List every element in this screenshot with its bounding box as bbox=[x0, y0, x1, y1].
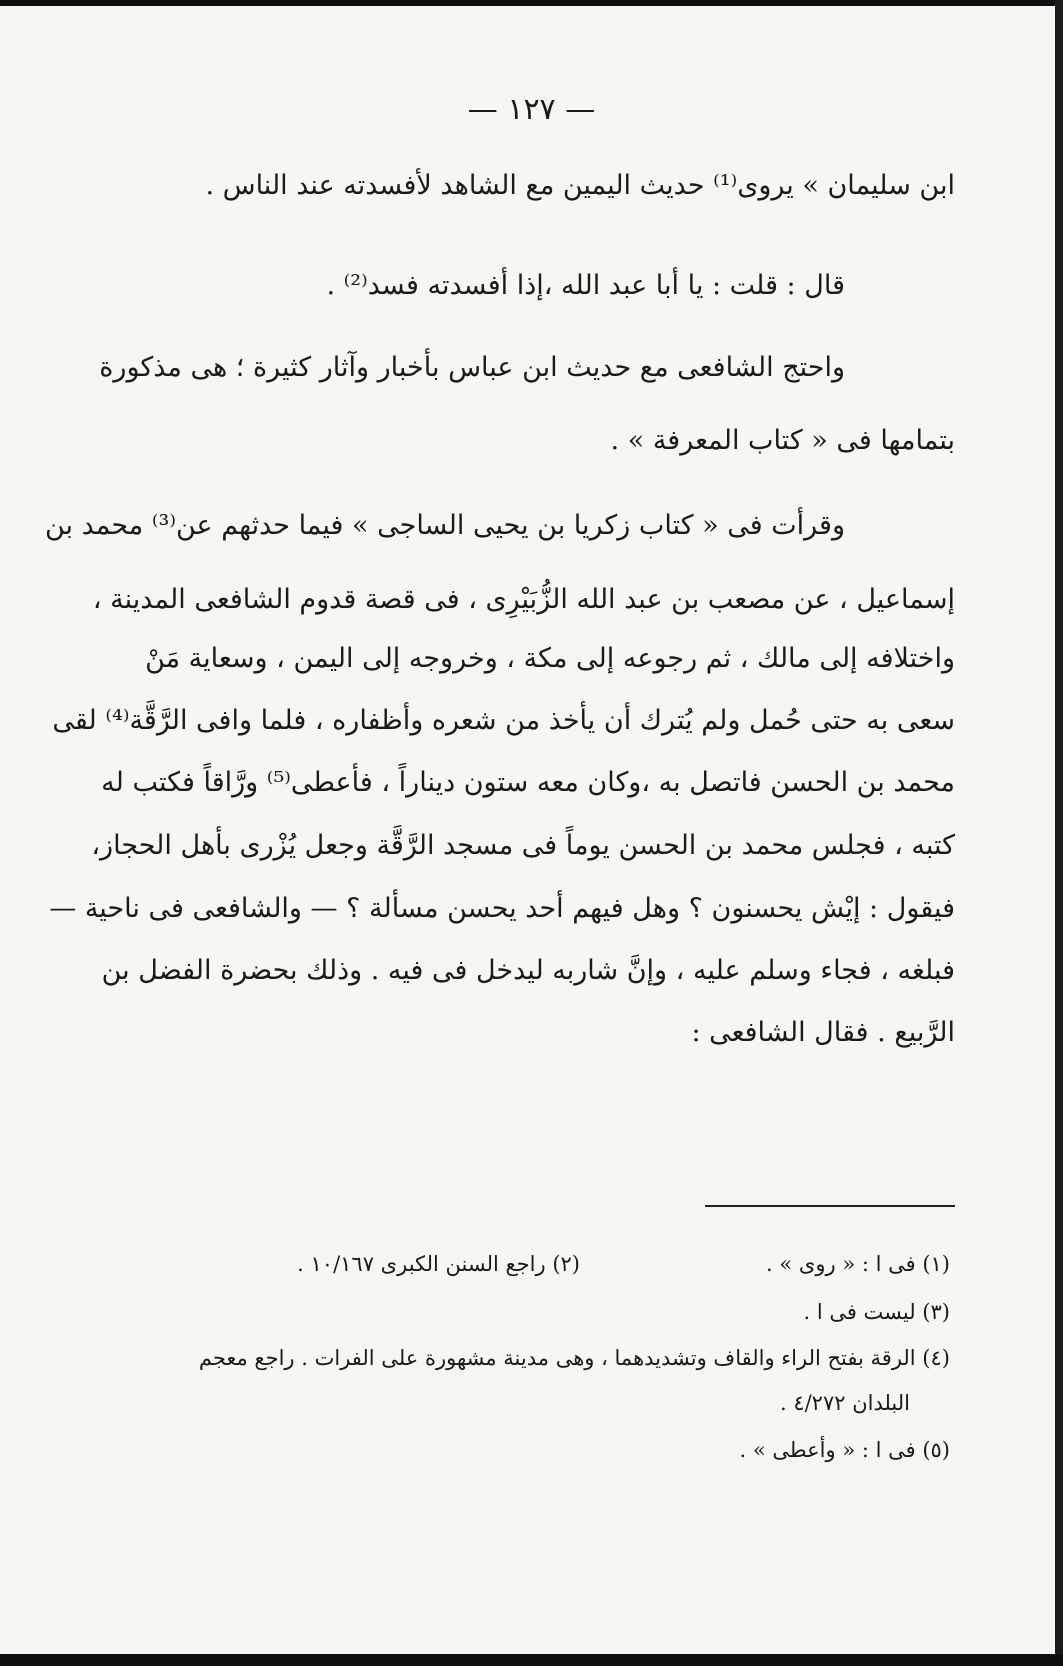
scan-bottom-edge bbox=[0, 1654, 1063, 1666]
scan-right-edge bbox=[1055, 0, 1063, 1666]
text-line: واختلافه إلى مالك ، ثم رجوعه إلى مكة ، وخروجه إلى اليمن ، وسعاية مَنْ bbox=[145, 643, 955, 674]
text-line: وقرأت فى « كتاب زكريا بن يحيى الساجى » فيما حدثهم عن⁽³⁾ محمد بن bbox=[44, 510, 845, 541]
footnote-4-continued: البلدان ٤/٢٧٢ . bbox=[779, 1391, 910, 1415]
footnote-1: (١) فى ا : « روى » . bbox=[766, 1252, 950, 1276]
footnote-2: (٢) راجع السنن الكبرى ١٠/١٦٧ . bbox=[297, 1252, 580, 1276]
text-line: بتمامها فى « كتاب المعرفة » . bbox=[610, 425, 955, 456]
footnote-separator bbox=[705, 1205, 955, 1207]
text-line: ابن سليمان » يروى⁽¹⁾ حديث اليمين مع الشاهد لأفسدته عند الناس . bbox=[205, 170, 955, 201]
text-line: فبلغه ، فجاء وسلم عليه ، وإنَّ شاربه ليدخل فى فيه . وذلك بحضرة الفضل بن bbox=[101, 955, 955, 986]
text-line: سعى به حتى حُمل ولم يُترك أن يأخذ من شعره وأظفاره ، فلما وافى الرَّقَّة⁽⁴⁾ لقى bbox=[52, 705, 955, 736]
text-line: قال : قلت : يا أبا عبد الله ،إذا أفسدته فسد⁽²⁾ . bbox=[326, 270, 845, 301]
text-line: محمد بن الحسن فاتصل به ،وكان معه ستون ديناراً ، فأعطى⁽⁵⁾ ورَّاقاً فكتب له bbox=[101, 767, 955, 798]
text-line: كتبه ، فجلس محمد بن الحسن يوماً فى مسجد الرَّقَّة وجعل يُزْرى بأهل الحجاز، bbox=[91, 830, 955, 861]
text-line: واحتج الشافعى مع حديث ابن عباس بأخبار وآثار كثيرة ؛ هى مذكورة bbox=[99, 352, 845, 383]
text-line: الرَّبيع . فقال الشافعى : bbox=[691, 1017, 955, 1048]
text-line: إسماعيل ، عن مصعب بن عبد الله الزُّبَيْرِى ، فى قصة قدوم الشافعى المدينة ، bbox=[92, 584, 955, 615]
text-line: فيقول : إيْش يحسنون ؟ وهل فيهم أحد يحسن مسألة ؟ — والشافعى فى ناحية — bbox=[49, 893, 955, 924]
scan-top-edge bbox=[0, 0, 1063, 6]
footnote-3: (٣) ليست فى ا . bbox=[803, 1300, 950, 1324]
footnote-5: (٥) فى ا : « وأعطى » . bbox=[739, 1438, 950, 1462]
footnote-4: (٤) الرقة بفتح الراء والقاف وتشديدهما ، وهى مدينة مشهورة على الفرات . راجع معجم bbox=[198, 1346, 950, 1370]
page-number: — ١٢٧ — bbox=[467, 92, 596, 127]
